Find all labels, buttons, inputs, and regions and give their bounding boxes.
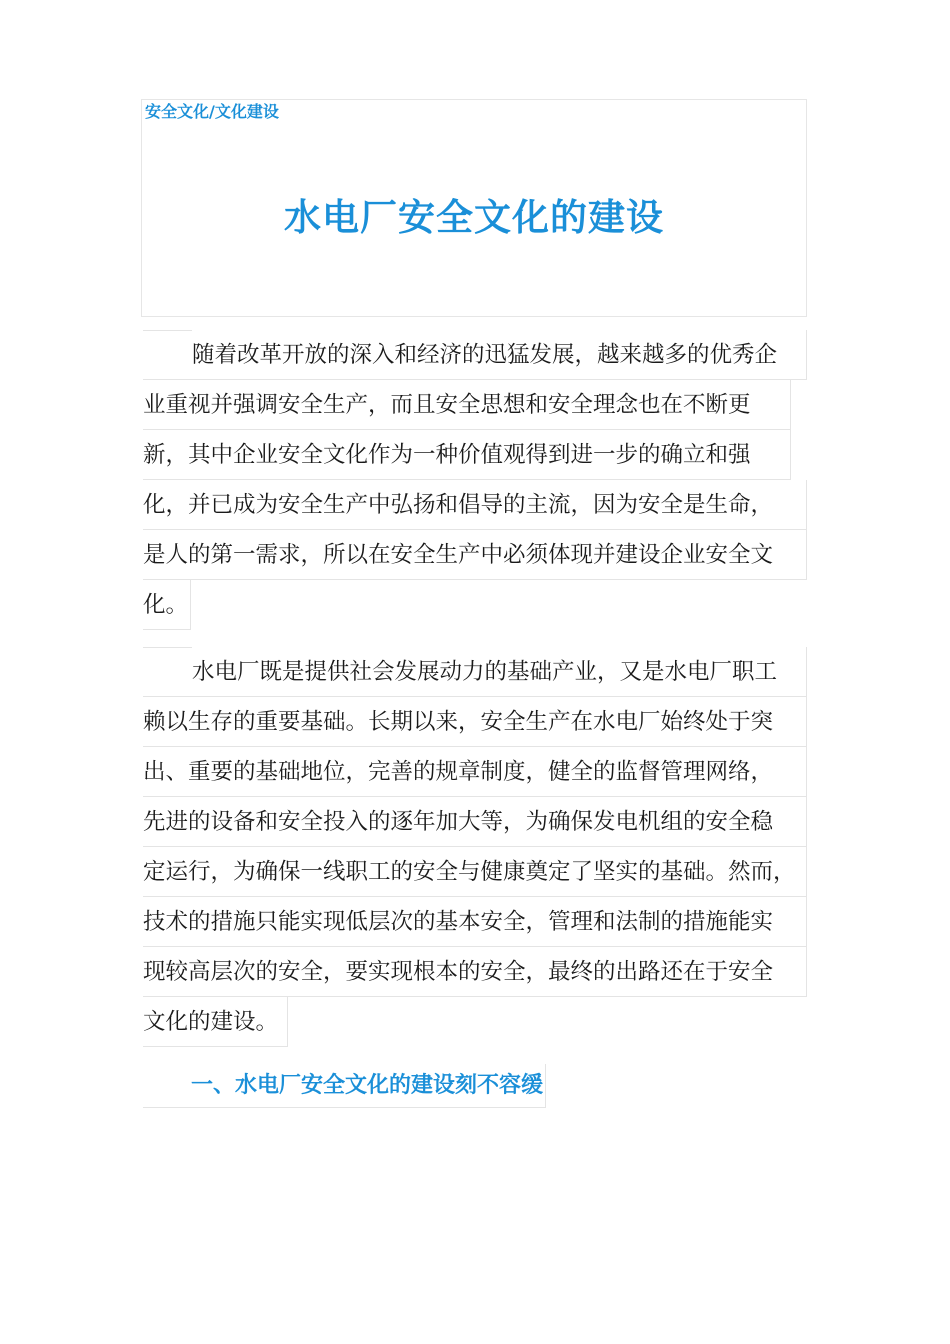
paragraph-line: 新，其中企业安全文化作为一种价值观得到进一步的确立和强 (143, 430, 791, 480)
paragraph-line: 赖以生存的重要基础。长期以来，安全生产在水电厂始终处于突 (143, 697, 807, 747)
paragraph-line: 水电厂既是提供社会发展动力的基础产业，又是水电厂职工 (143, 647, 807, 697)
section-heading: 一、水电厂安全文化的建设刻不容缓 (143, 1064, 546, 1108)
paragraph-line: 随着改革开放的深入和经济的迅猛发展，越来越多的优秀企 (143, 330, 807, 380)
page-title: 水电厂安全文化的建设 (284, 196, 664, 239)
paragraph-line: 先进的设备和安全投入的逐年加大等，为确保发电机组的安全稳 (143, 797, 807, 847)
paragraph-line: 出、重要的基础地位，完善的规章制度，健全的监督管理网络， (143, 747, 807, 797)
paragraph-line: 化。 (143, 580, 191, 630)
paragraph-line: 化，并已成为安全生产中弘扬和倡导的主流，因为安全是生命， (143, 480, 807, 530)
paragraph-line: 现较高层次的安全，要实现根本的安全，最终的出路还在于安全 (143, 947, 807, 997)
category-label: 安全文化/文化建设 (145, 102, 279, 121)
paragraph-line: 技术的措施只能实现低层次的基本安全，管理和法制的措施能实 (143, 897, 807, 947)
paragraph-line: 业重视并强调安全生产，而且安全思想和安全理念也在不断更 (143, 380, 791, 430)
paragraph-line: 是人的第一需求，所以在安全生产中必须体现并建设企业安全文 (143, 530, 807, 580)
paragraph-line: 定运行，为确保一线职工的安全与健康奠定了坚实的基础。然而， (143, 847, 807, 897)
paragraph-line: 文化的建设。 (143, 997, 288, 1047)
